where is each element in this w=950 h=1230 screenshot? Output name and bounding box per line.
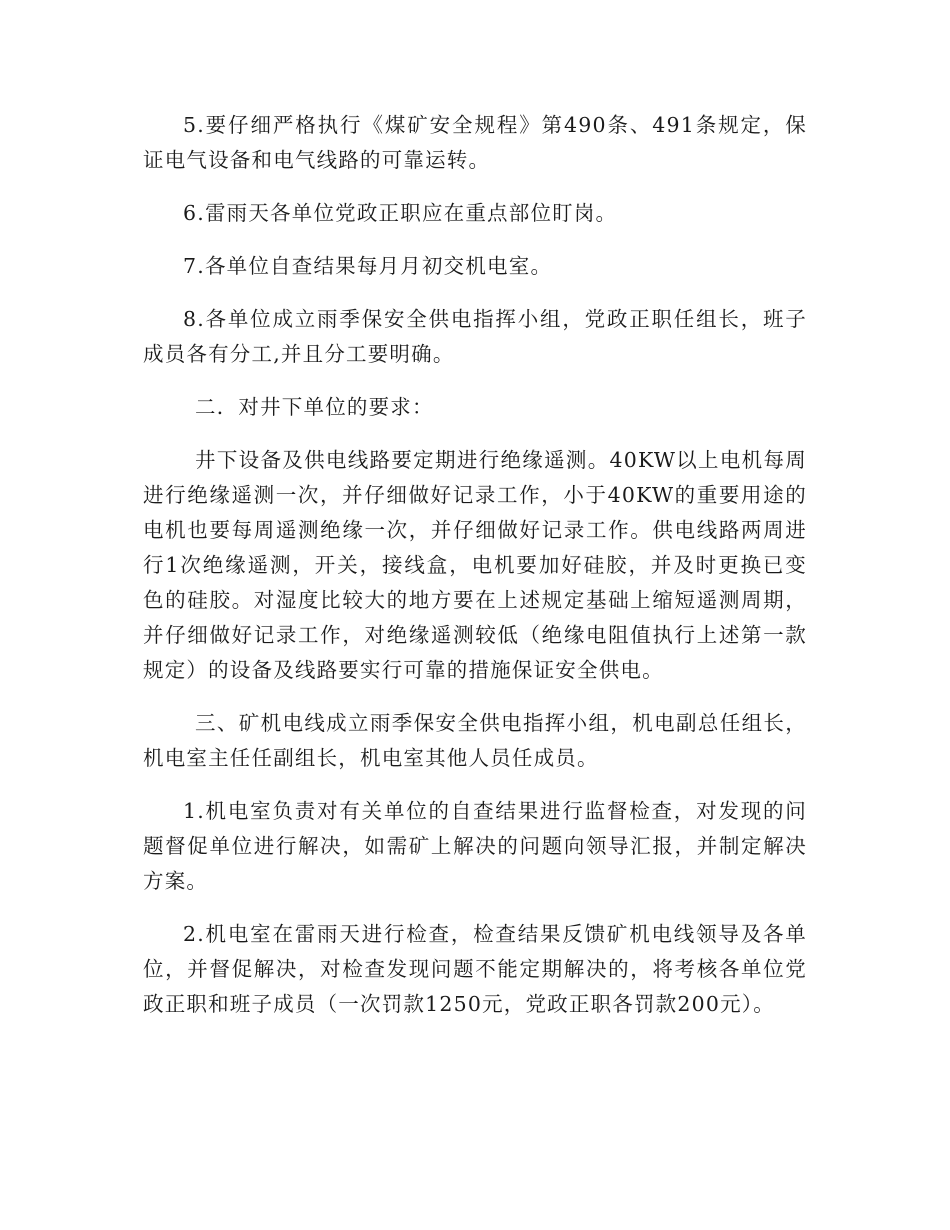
document-body xyxy=(143,108,807,1040)
section-heading-command-group: 三、矿机电线成立雨季保安全供电指挥小组，机电副总任组长，机电室主任任副组长，机电室其他人员任成员。 xyxy=(143,711,807,770)
paragraph-item-1: 1.机电室负责对有关单位的自查结果进行监督检查，对发现的问题督促单位进行解决，如需矿上解决的问题向领导汇报，并制定解决方案。 xyxy=(143,799,807,893)
paragraph-underground-requirements: 井下设备及供电线路要定期进行绝缘遥测。40KW以上电机每周进行绝缘遥测一次，并仔细做好记录工作，小于40KW的重要用途的电机也要每周遥测绝缘一次，并仔细做好记录工作。供电线路两周进行1次绝缘遥测，开关，接线盒，电机要加好硅胶，并及时更换已变色的硅胶。对湿度比较大的地方要在上述规定基础上缩短遥测周期，并仔细做好记录工作，对绝缘遥测较低（绝缘电阻值执行上述第一款规定）的设备及线路要实行可靠的措施保证安全供电。 xyxy=(143,448,807,682)
section-heading-underground: 二．对井下单位的要求： xyxy=(195,395,434,419)
paragraph-item-2: 2.机电室在雷雨天进行检查，检查结果反馈矿机电线领导及各单位，并督促解决，对检查发现问题不能定期解决的，将考核各单位党政正职和班子成员（一次罚款1250元，党政正职各罚款200元）。 xyxy=(143,922,807,1016)
paragraph-item-7: 7.各单位自查结果每月月初交机电室。 xyxy=(183,254,553,278)
paragraph-item-8: 8.各单位成立雨季保安全供电指挥小组，党政正职任组长，班子成员各有分工,并且分工要明确。 xyxy=(143,307,807,366)
paragraph-item-5: 5.要仔细严格执行《煤矿安全规程》第490条、491条规定，保证电气设备和电气线路的可靠运转。 xyxy=(143,113,807,172)
paragraph-item-6: 6.雷雨天各单位党政正职应在重点部位盯岗。 xyxy=(183,201,618,225)
